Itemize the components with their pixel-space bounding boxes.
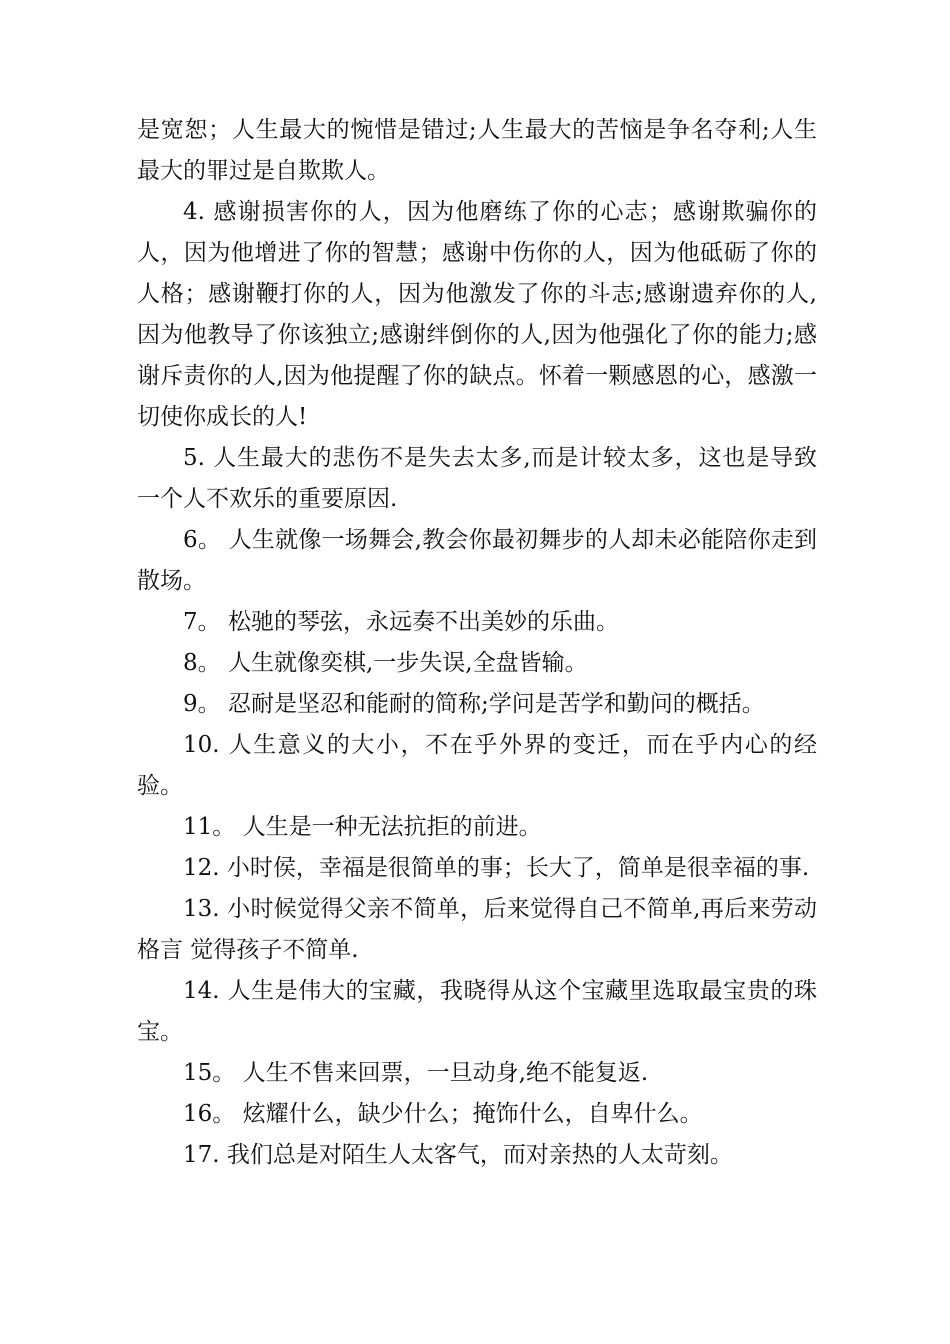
- paragraph-item-7: 7。 松驰的琴弦，永远奏不出美妙的乐曲。: [183, 609, 619, 635]
- paragraph-item-14: 14. 人生是伟大的宝藏，我晓得从这个宝藏里选取最宝贵的珠宝。: [137, 978, 817, 1045]
- paragraph-item-16: 16。 炫耀什么，缺少什么；掩饰什么，自卑什么。: [183, 1101, 703, 1127]
- paragraph-item-10: 10. 人生意义的大小，不在乎外界的变迁，而在乎内心的经验。: [137, 732, 817, 799]
- paragraph-item-4: 4. 感谢损害你的人，因为他磨练了你的心志；感谢欺骗你的人，因为他增进了你的智慧；感谢中伤你的人，因为他砥砺了你的人格；感谢鞭打你的人，因为他激发了你的斗志;感谢遗弃你的人,因为他教导了你该独立;感谢绊倒你的人,因为他强化了你的能力;感谢斥责你的人,因为他提醒了你的缺点。怀着一颗感恩的心，感激一切使你成长的人!: [137, 199, 817, 430]
- document-body: [137, 110, 817, 1176]
- paragraph-continuation: 是宽恕；人生最大的惋惜是错过;人生最大的苦恼是争名夺利;人生最大的罪过是自欺欺人。: [137, 117, 817, 184]
- paragraph-item-17: 17. 我们总是对陌生人太客气，而对亲热的人太苛刻。: [183, 1142, 733, 1168]
- paragraph-item-9: 9。 忍耐是坚忍和能耐的简称;学问是苦学和勤问的概括。: [183, 691, 765, 717]
- paragraph-item-5: 5. 人生最大的悲伤不是失去太多,而是计较太多，这也是导致一个人不欢乐的重要原因.: [137, 445, 817, 512]
- paragraph-item-15: 15。 人生不售来回票，一旦动身,绝不能复返.: [183, 1060, 649, 1086]
- paragraph-item-8: 8。 人生就像奕棋,一步失误,全盘皆输。: [183, 650, 588, 676]
- paragraph-item-12: 12. 小时侯，幸福是很简单的事；长大了，简单是很幸福的事.: [183, 855, 810, 881]
- paragraph-item-11: 11。 人生是一种无法抗拒的前进。: [183, 814, 542, 840]
- paragraph-item-6: 6。 人生就像一场舞会,教会你最初舞步的人却未必能陪你走到散场。: [137, 527, 817, 594]
- paragraph-item-13: 13. 小时候觉得父亲不简单，后来觉得自己不简单,再后来劳动格言 觉得孩子不简单.: [137, 896, 817, 963]
